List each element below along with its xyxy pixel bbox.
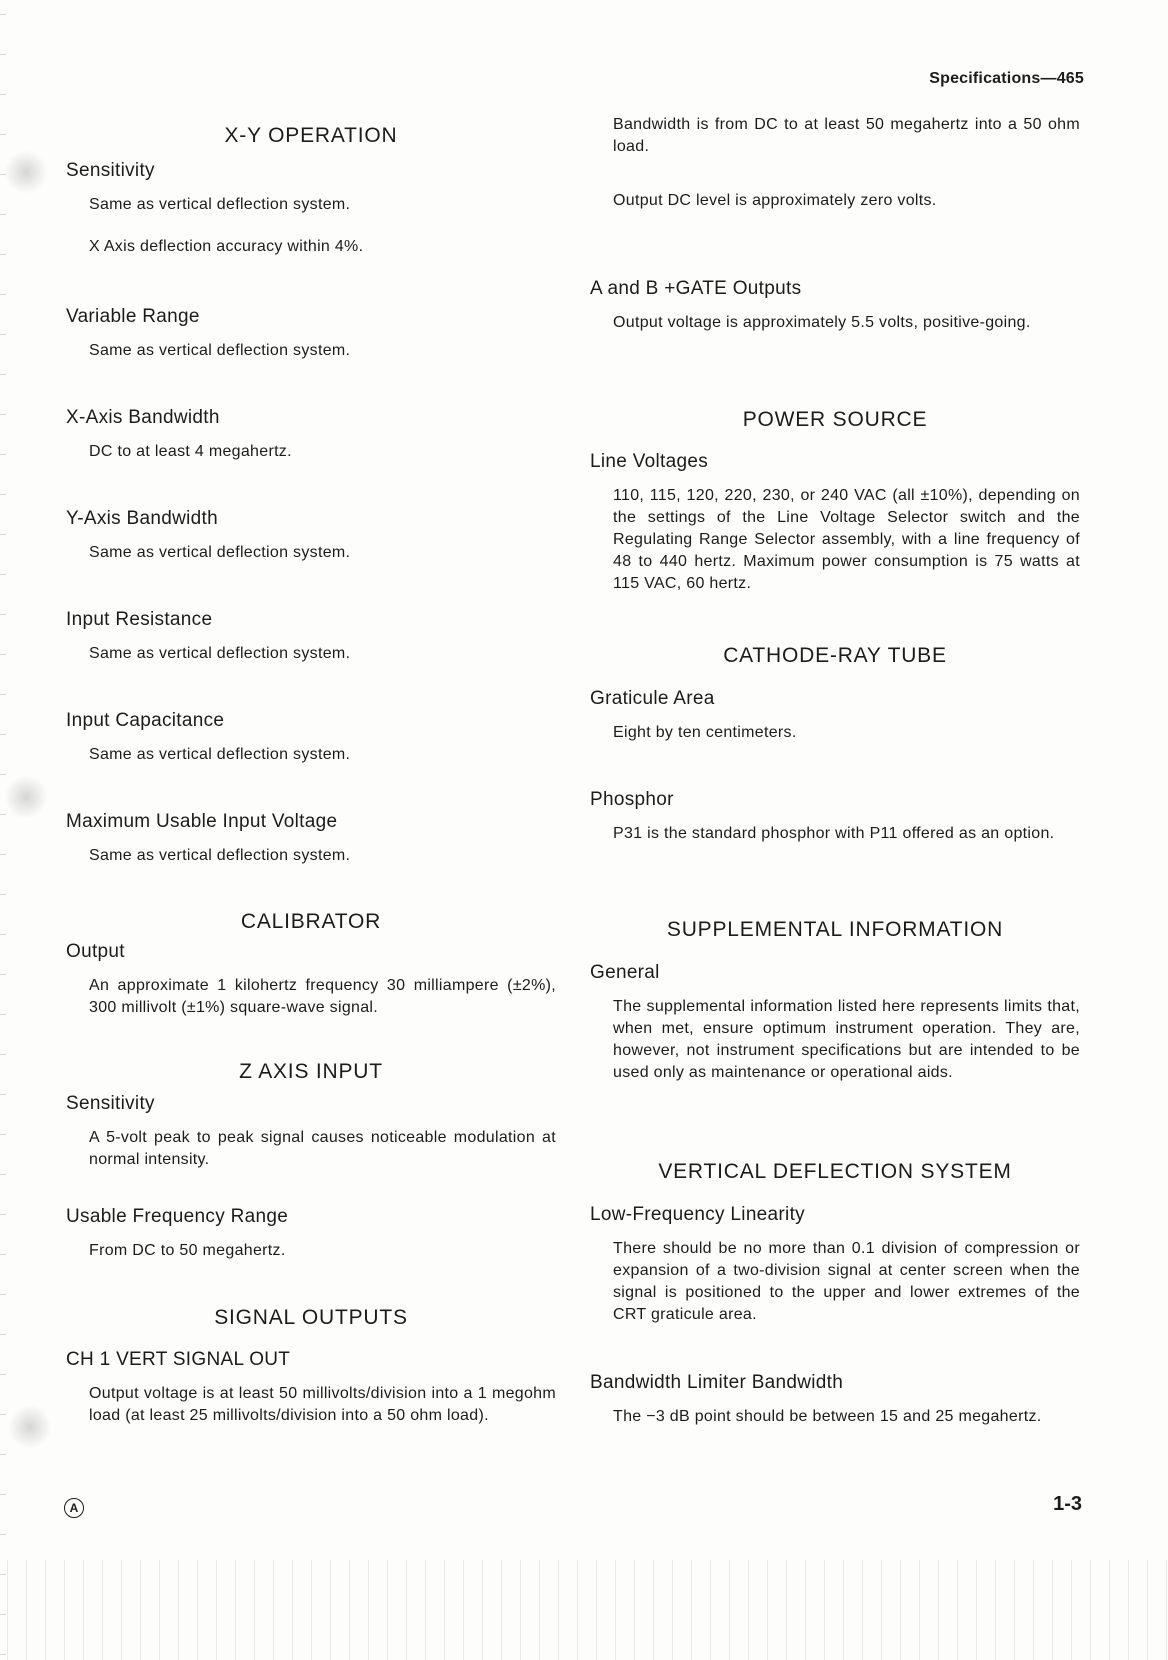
- spec-text: Output DC level is approximately zero volts.: [613, 192, 937, 209]
- scan-noise-bottom: [0, 1560, 1168, 1660]
- section-title-calibrator: CALIBRATOR: [240, 910, 382, 933]
- spec-heading: Input Resistance: [66, 609, 213, 630]
- section-title-vertical-deflection-system: VERTICAL DEFLECTION SYSTEM: [658, 1160, 1012, 1183]
- spec-text: There should be no more than 0.1 division of compression or expansion of a two-division signal at center screen when the signal is positioned to the upper and lower extremes of the CRT graticule area.: [613, 1240, 1080, 1323]
- spec-text: Same as vertical deflection system.: [89, 847, 351, 864]
- spec-sensitivity: [66, 160, 556, 258]
- spec-graticule-area: [590, 688, 1080, 744]
- section-title-z-axis-input: Z AXIS INPUT: [239, 1060, 383, 1083]
- spec-variable-range: [66, 306, 556, 362]
- spec-y-axis-bandwidth: [66, 508, 556, 564]
- section-title-cathode-ray-tube: CATHODE-RAY TUBE: [723, 644, 947, 667]
- spec-calibrator-output: [66, 941, 556, 1019]
- spec-text: From DC to 50 megahertz.: [89, 1242, 286, 1259]
- spec-heading: Output: [66, 941, 125, 962]
- spec-text: Same as vertical deflection system.: [89, 746, 351, 763]
- spec-text: Same as vertical deflection system.: [89, 544, 351, 561]
- spec-heading: CH 1 VERT SIGNAL OUT: [66, 1349, 291, 1370]
- spec-low-frequency-linearity: [590, 1204, 1080, 1326]
- spec-heading: X-Axis Bandwidth: [66, 407, 220, 428]
- scan-smudge-middle: [4, 775, 48, 819]
- spec-text: An approximate 1 kilohertz frequency 30 milliampere (±2%), 300 millivolt (±1%) square-wave signal.: [89, 977, 556, 1016]
- section-title-power-source: POWER SOURCE: [742, 408, 928, 431]
- spec-text: Eight by ten centimeters.: [613, 724, 797, 741]
- spec-heading: Graticule Area: [590, 688, 715, 709]
- page-edge-specks: [0, 0, 6, 1660]
- scan-smudge-bottom: [8, 1405, 52, 1449]
- spec-input-resistance: [66, 609, 556, 665]
- spec-heading: Y-Axis Bandwidth: [66, 508, 218, 529]
- spec-heading: Bandwidth Limiter Bandwidth: [590, 1372, 844, 1393]
- spec-heading: Sensitivity: [66, 160, 155, 181]
- spec-text: Output voltage is approximately 5.5 volts, positive-going.: [613, 314, 1031, 331]
- spec-gate-outputs: [590, 278, 1080, 334]
- spec-general: [590, 962, 1080, 1084]
- spec-heading: Phosphor: [590, 789, 674, 810]
- section-title-xy-operation: X-Y OPERATION: [224, 124, 398, 147]
- spec-text: P31 is the standard phosphor with P11 offered as an option.: [613, 825, 1055, 842]
- spec-text: DC to at least 4 megahertz.: [89, 443, 292, 460]
- section-title-supplemental-information: SUPPLEMENTAL INFORMATION: [666, 918, 1004, 941]
- spec-heading: A and B +GATE Outputs: [590, 278, 802, 299]
- scan-smudge-top: [4, 150, 48, 194]
- spec-phosphor: [590, 789, 1080, 845]
- spec-heading: Maximum Usable Input Voltage: [66, 811, 338, 832]
- revision-logo-icon: A: [64, 1498, 84, 1518]
- spec-text: Same as vertical deflection system.: [89, 342, 351, 359]
- spec-text: X Axis deflection accuracy within 4%.: [89, 238, 364, 255]
- spec-heading: Variable Range: [66, 306, 200, 327]
- spec-heading: Usable Frequency Range: [66, 1206, 289, 1227]
- spec-text: Output voltage is at least 50 millivolts/division into a 1 megohm load (at least 25 millivolts/division into a 50 ohm load).: [89, 1385, 556, 1424]
- spec-z-sensitivity: [66, 1093, 556, 1171]
- running-head: Specifications—465: [929, 70, 1084, 87]
- spec-heading: Line Voltages: [590, 451, 708, 472]
- spec-heading: Low-Frequency Linearity: [590, 1204, 805, 1225]
- spec-ch1-vert-signal-out: [66, 1349, 556, 1427]
- spec-heading: Sensitivity: [66, 1093, 155, 1114]
- spec-signal-out-continued: [590, 102, 1080, 212]
- spec-line-voltages: [590, 451, 1080, 595]
- spec-text: Same as vertical deflection system.: [89, 196, 351, 213]
- spec-x-axis-bandwidth: [66, 407, 556, 463]
- spec-heading: General: [590, 962, 660, 983]
- spec-text: Same as vertical deflection system.: [89, 645, 351, 662]
- spec-usable-frequency-range: [66, 1206, 556, 1262]
- section-title-signal-outputs: SIGNAL OUTPUTS: [214, 1306, 408, 1329]
- page-number: 1-3: [1053, 1493, 1082, 1515]
- spec-text: 110, 115, 120, 220, 230, or 240 VAC (all ±10%), depending on the settings of the Line Voltage Selector switch and the Regulating Range Selector assembly, with a line frequency of 48 to 440 hertz. Maximum power consumption is 75 watts at 115 VAC, 60 hertz.: [613, 487, 1080, 592]
- spec-text: The supplemental information listed here represents limits that, when met, ensure optimum instrument operation. They are, however, not instrument specifications but are intended to be used only as maintenance or operational aids.: [613, 998, 1080, 1081]
- spec-text: A 5-volt peak to peak signal causes noticeable modulation at normal intensity.: [89, 1129, 556, 1168]
- spec-text: The −3 dB point should be between 15 and 25 megahertz.: [613, 1408, 1042, 1425]
- spec-heading: Input Capacitance: [66, 710, 225, 731]
- spec-bandwidth-limiter: [590, 1372, 1080, 1428]
- spec-text: Bandwidth is from DC to at least 50 megahertz into a 50 ohm load.: [613, 116, 1080, 155]
- spec-input-capacitance: [66, 710, 556, 766]
- spec-max-input-voltage: [66, 811, 556, 867]
